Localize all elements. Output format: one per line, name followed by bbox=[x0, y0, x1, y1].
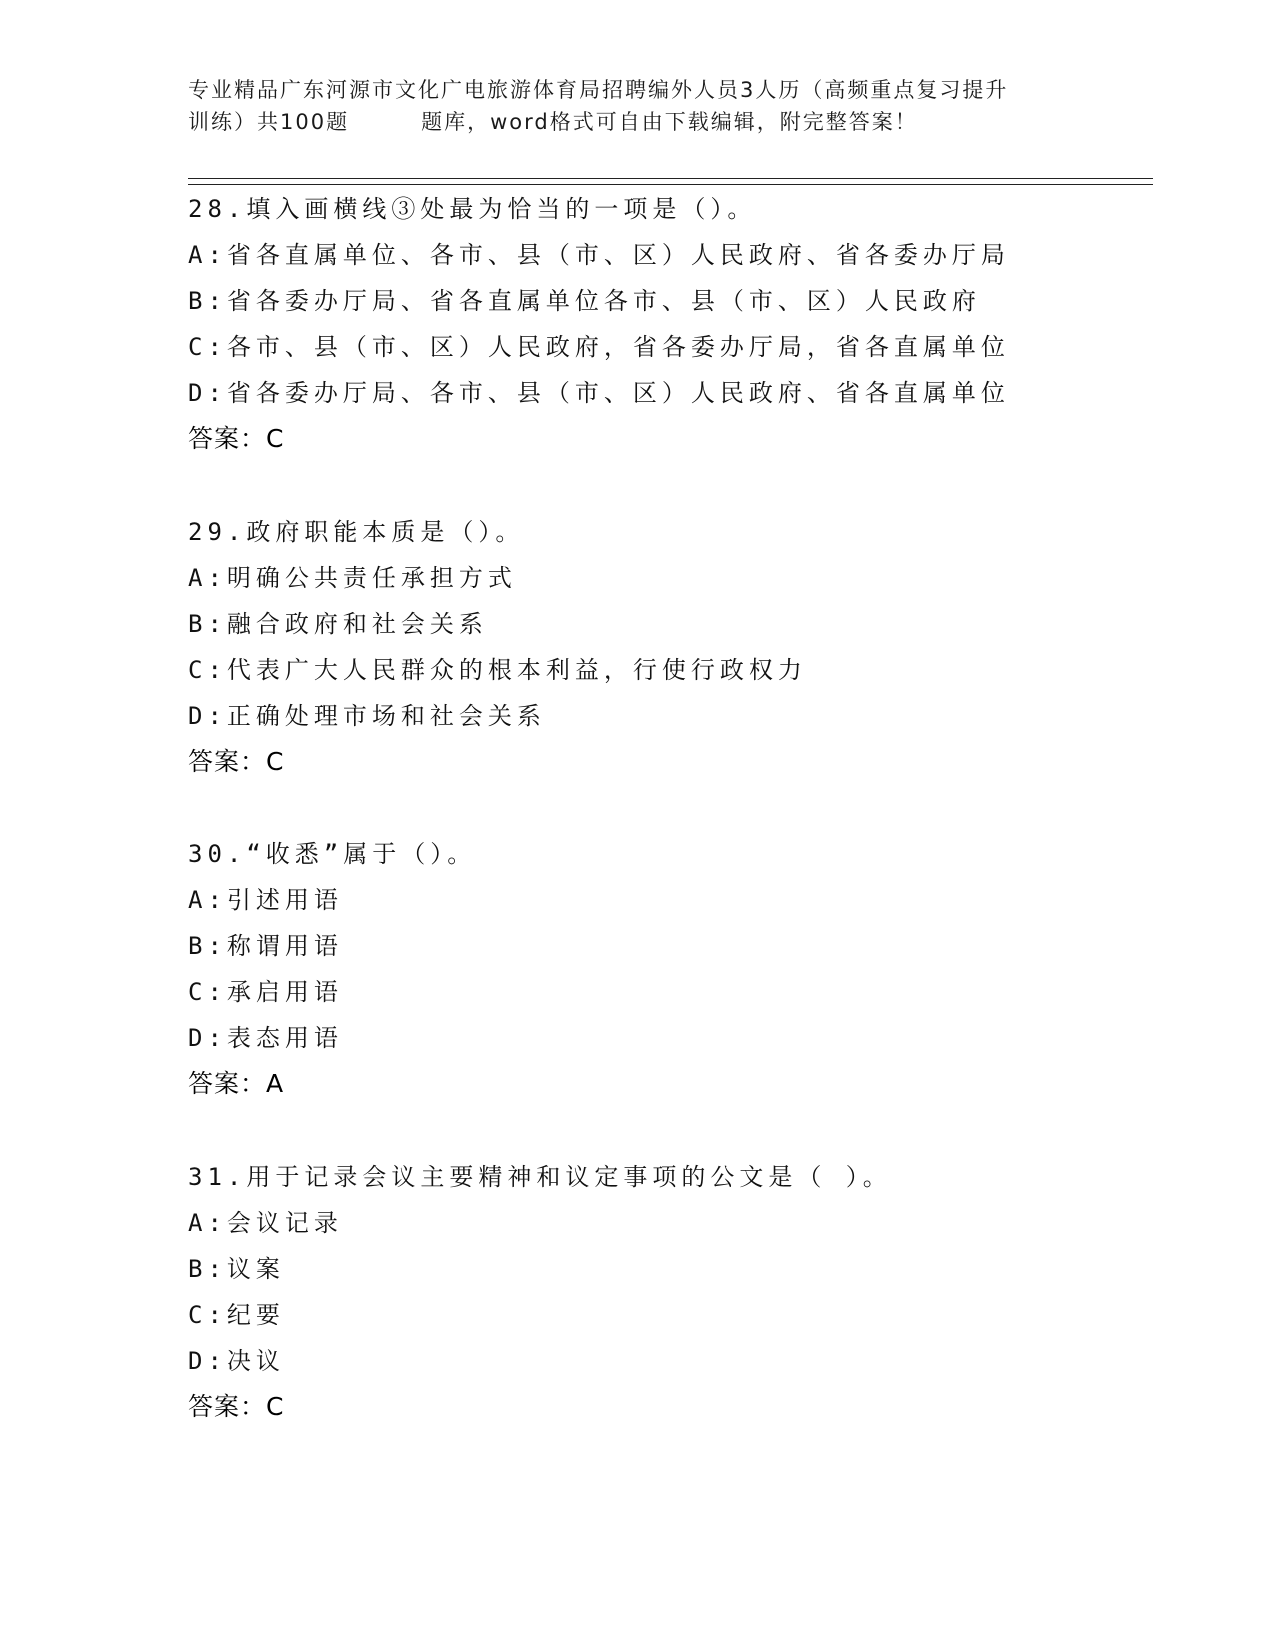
option-c: C:承启用语 bbox=[188, 978, 343, 1006]
header-divider-bottom bbox=[188, 184, 1153, 185]
question-stem: 30.“收悉”属于（）。 bbox=[188, 840, 477, 868]
option-c: C:各市、县（市、区）人民政府，省各委办厅局，省各直属单位 bbox=[188, 333, 1010, 361]
question-30 bbox=[188, 831, 1153, 1107]
answer: 答案：C bbox=[188, 1392, 285, 1421]
answer: 答案：C bbox=[188, 747, 285, 776]
answer: 答案：C bbox=[188, 424, 285, 453]
header-title-line-1: 专业精品广东河源市文化广电旅游体育局招聘编外人员3人历（高频重点复习提升 bbox=[188, 78, 1009, 102]
question-stem: 29.政府职能本质是（）。 bbox=[188, 518, 525, 546]
option-a: A:明确公共责任承担方式 bbox=[188, 564, 517, 592]
question-stem: 31.用于记录会议主要精神和议定事项的公文是（ ）。 bbox=[188, 1163, 892, 1191]
option-c: C:代表广大人民群众的根本利益，行使行政权力 bbox=[188, 656, 807, 684]
option-a: A:引述用语 bbox=[188, 886, 343, 914]
header-title-part-1: 训练）共100题 bbox=[188, 110, 350, 134]
option-c: C:纪要 bbox=[188, 1301, 285, 1329]
answer: 答案：A bbox=[188, 1069, 285, 1098]
option-b: B:议案 bbox=[188, 1255, 285, 1283]
option-d: D:表态用语 bbox=[188, 1024, 343, 1052]
header-divider-top bbox=[188, 178, 1153, 179]
option-b: B:称谓用语 bbox=[188, 932, 343, 960]
option-a: A:会议记录 bbox=[188, 1209, 343, 1237]
option-a: A:省各直属单位、各市、县（市、区）人民政府、省各委办厅局 bbox=[188, 241, 1010, 269]
question-stem: 28.填入画横线③处最为恰当的一项是（）。 bbox=[188, 195, 757, 223]
option-b: B:融合政府和社会关系 bbox=[188, 610, 488, 638]
header-title-part-2: 题库，word格式可自由下载编辑，附完整答案！ bbox=[421, 110, 918, 134]
option-b: B:省各委办厅局、省各直属单位各市、县（市、区）人民政府 bbox=[188, 287, 981, 315]
question-31 bbox=[188, 1154, 1153, 1430]
document-header bbox=[188, 74, 1093, 138]
option-d: D:省各委办厅局、各市、县（市、区）人民政府、省各直属单位 bbox=[188, 379, 1010, 407]
question-29 bbox=[188, 509, 1153, 785]
option-d: D:决议 bbox=[188, 1347, 285, 1375]
option-d: D:正确处理市场和社会关系 bbox=[188, 702, 546, 730]
question-28 bbox=[188, 186, 1153, 462]
header-title-line-2 bbox=[188, 106, 1093, 138]
